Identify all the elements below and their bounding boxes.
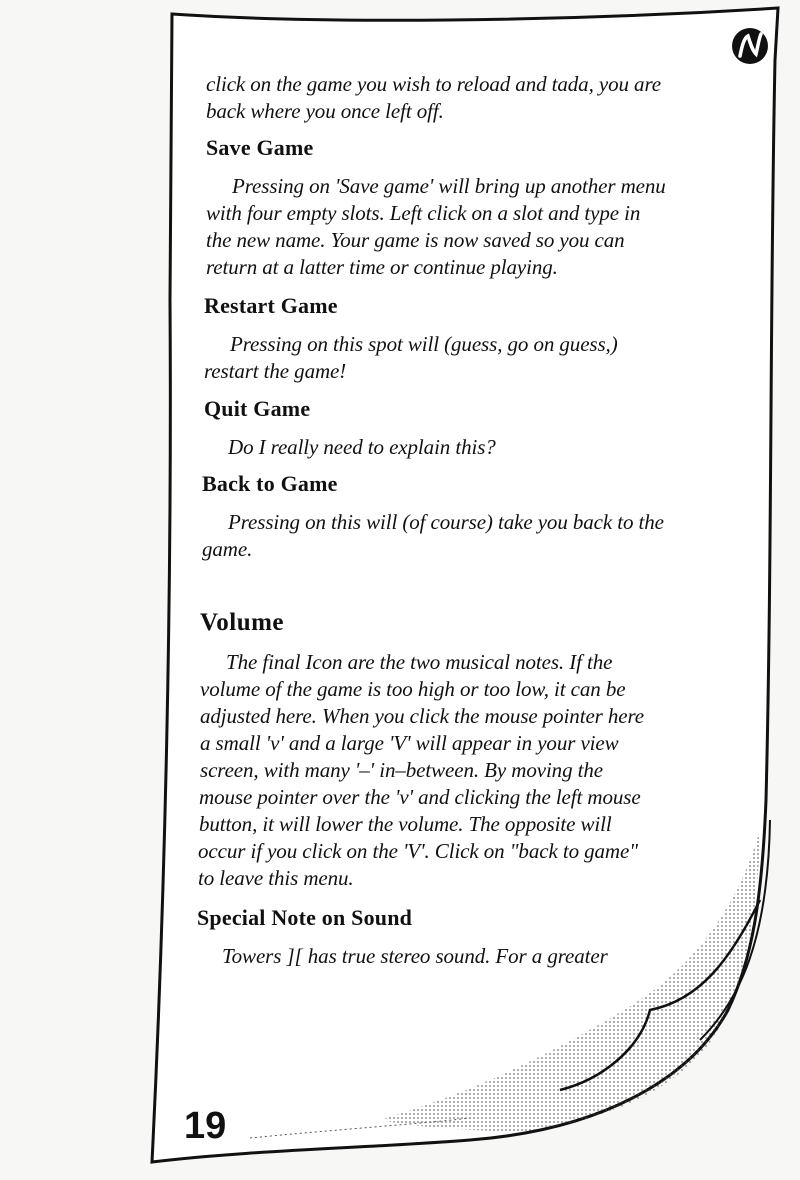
paragraph-line: Do I really need to explain this? [228, 435, 496, 459]
paragraph-line: Pressing on this spot will (guess, go on guess,) [230, 332, 618, 356]
paragraph-line: Towers ][ has true stereo sound. For a greater [222, 944, 608, 968]
paragraph-line: screen, with many '–' in–between. By moving the [200, 758, 603, 782]
paragraph-line: a small 'v' and a large 'V' will appear in your view [200, 731, 619, 755]
heading-back-to-game: Back to Game [202, 471, 338, 496]
paragraph-line: return at a latter time or continue playing. [206, 255, 558, 279]
heading-restart-game: Restart Game [204, 293, 338, 318]
paragraph-line: adjusted here. When you click the mouse pointer here [200, 704, 645, 728]
paragraph-line: with four empty slots. Left click on a slot and type in [206, 201, 641, 225]
paragraph-line: the new name. Your game is now saved so you can [206, 228, 625, 252]
intro-line: click on the game you wish to reload and tada, you are [206, 72, 661, 96]
paragraph-line: occur if you click on the 'V'. Click on "back to game" [198, 839, 638, 863]
paragraph-line: to leave this menu. [198, 866, 354, 890]
paragraph-line: Pressing on this will (of course) take you back to the [228, 510, 664, 534]
paragraph-line: button, it will lower the volume. The opposite will [199, 812, 612, 836]
paragraph-line: The final Icon are the two musical notes. If the [226, 650, 613, 674]
intro-line: back where you once left off. [206, 99, 444, 123]
heading-volume: Volume [200, 609, 285, 636]
paragraph-line: game. [202, 537, 253, 561]
paragraph-line: Pressing on 'Save game' will bring up another menu [232, 174, 666, 198]
paragraph-line: mouse pointer over the 'v' and clicking the left mouse [199, 785, 641, 809]
heading-save-game: Save Game [206, 135, 314, 160]
heading-special-note-on-sound: Special Note on Sound [197, 905, 413, 930]
paragraph-line: volume of the game is too high or too low, it can be [200, 677, 626, 701]
heading-quit-game: Quit Game [204, 396, 311, 421]
paragraph-line: restart the game! [204, 359, 347, 383]
page-number: 19 [184, 1105, 227, 1147]
